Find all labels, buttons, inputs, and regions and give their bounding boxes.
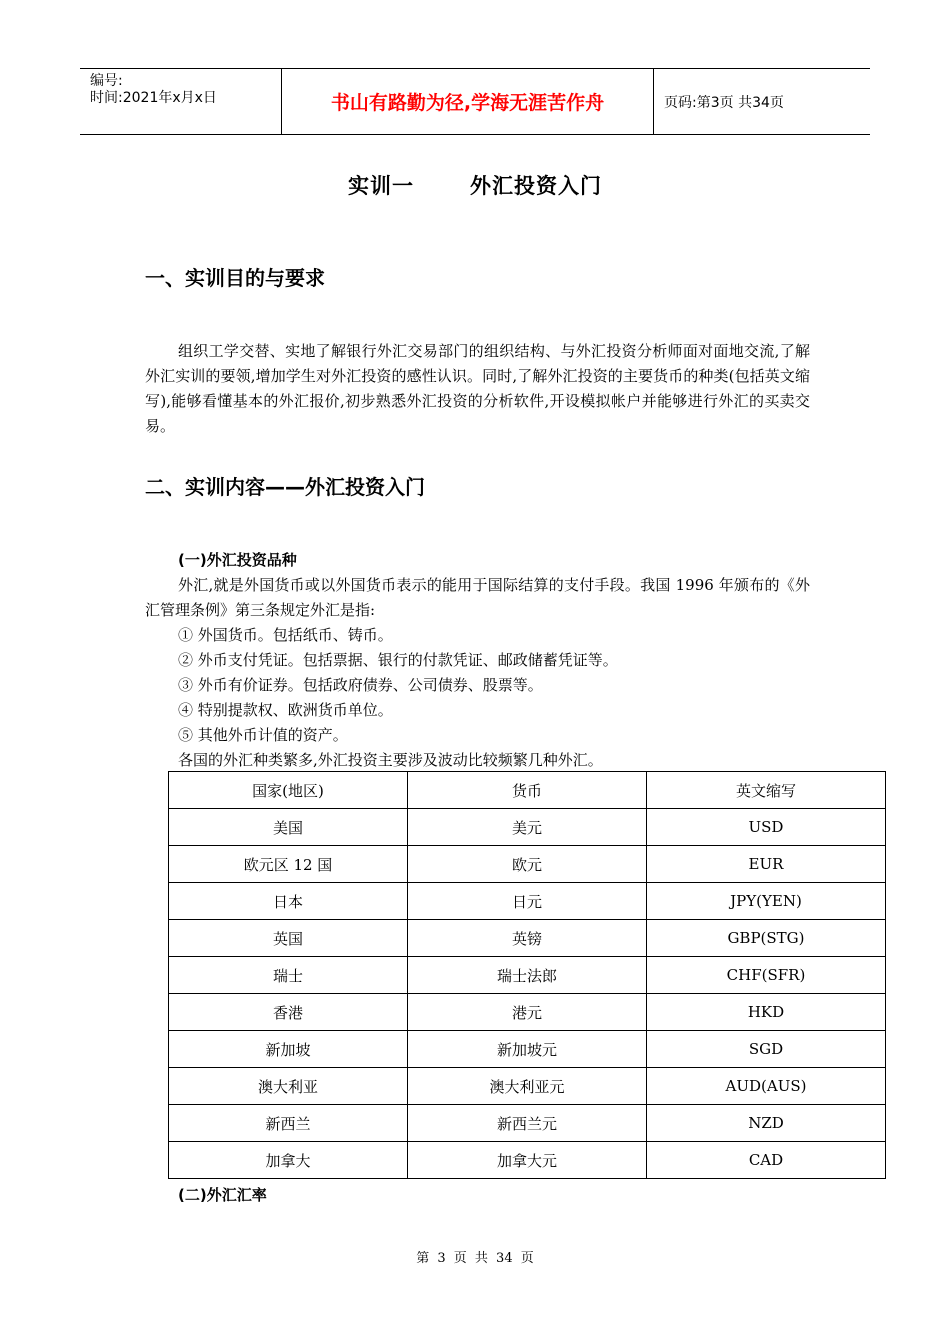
cell-abbreviation: EUR [647,846,886,883]
forex-definition-list [178,623,618,748]
cell-currency: 新西兰元 [408,1105,647,1142]
cell-currency: 加拿大元 [408,1142,647,1179]
cell-country: 日本 [169,883,408,920]
section-1-paragraph: 组织工学交替、实地了解银行外汇交易部门的组织结构、与外汇投资分析师面对面地交流,了解外汇实训的要领,增加学生对外汇投资的感性认识。同时,了解外汇投资的主要货币的种类(包括英文缩写),能够看懂基本的外汇报价,初步熟悉外汇投资的分析软件,开设模拟帐户并能够进行外汇的买卖交易。 [145,342,810,435]
cell-currency: 瑞士法郎 [408,957,647,994]
document-title [0,170,950,200]
subsection-2-heading: (二)外汇汇率 [178,1186,267,1204]
cell-abbreviation: NZD [647,1105,886,1142]
list-item: ① 外国货币。包括纸币、铸币。 [178,626,393,644]
page-header [80,68,870,135]
cell-currency: 英镑 [408,920,647,957]
cell-country: 新加坡 [169,1031,408,1068]
header-motto: 书山有路勤为径,学海无涯苦作舟 [282,69,654,134]
list-item: ⑤ 其他外币计值的资产。 [178,726,348,744]
cell-currency: 美元 [408,809,647,846]
table-row [169,1031,886,1068]
cell-abbreviation: JPY(YEN) [647,883,886,920]
cell-currency: 日元 [408,883,647,920]
cell-country: 瑞士 [169,957,408,994]
cell-country: 澳大利亚 [169,1068,408,1105]
cell-country: 英国 [169,920,408,957]
header-abbreviation: 英文缩写 [647,772,886,809]
header-page-info: 页码:第3页 共34页 [664,94,784,111]
title-part-1: 实训一 [348,174,414,198]
cell-country: 香港 [169,994,408,1031]
section-1-heading: 一、实训目的与要求 [145,266,325,290]
table-header-row [169,772,886,809]
cell-country: 欧元区 12 国 [169,846,408,883]
list-item: ④ 特别提款权、欧洲货币单位。 [178,701,393,719]
cell-country: 新西兰 [169,1105,408,1142]
cell-abbreviation: HKD [647,994,886,1031]
list-item: ③ 外币有价证券。包括政府债券、公司债券、股票等。 [178,676,543,694]
header-country: 国家(地区) [169,772,408,809]
table-intro: 各国的外汇种类繁多,外汇投资主要涉及波动比较频繁几种外汇。 [178,751,603,769]
cell-abbreviation: SGD [647,1031,886,1068]
cell-abbreviation: AUD(AUS) [647,1068,886,1105]
currency-table [168,771,886,1179]
header-meta [80,69,282,134]
table-row [169,846,886,883]
cell-country: 美国 [169,809,408,846]
cell-country: 加拿大 [169,1142,408,1179]
title-part-2: 外汇投资入门 [470,174,602,198]
table-row [169,1068,886,1105]
cell-abbreviation: GBP(STG) [647,920,886,957]
section-2-heading: 二、实训内容——外汇投资入门 [145,475,425,499]
table-row [169,883,886,920]
header-currency: 货币 [408,772,647,809]
table-row [169,920,886,957]
cell-currency: 港元 [408,994,647,1031]
cell-currency: 澳大利亚元 [408,1068,647,1105]
cell-abbreviation: CAD [647,1142,886,1179]
cell-abbreviation: USD [647,809,886,846]
table-row [169,1105,886,1142]
page-footer: 第 3 页 共 34 页 [416,1251,534,1266]
table-row [169,994,886,1031]
cell-abbreviation: CHF(SFR) [647,957,886,994]
cell-currency: 欧元 [408,846,647,883]
table-row [169,1142,886,1179]
list-item: ② 外币支付凭证。包括票据、银行的付款凭证、邮政储蓄凭证等。 [178,651,618,669]
document-time-label: 时间:2021年x月x日 [90,90,217,106]
section-2-paragraph: 外汇,就是外国货币或以外国货币表示的能用于国际结算的支付手段。我国 1996 年颁布的《外汇管理条例》第三条规定外汇是指: [145,576,810,619]
table-row [169,809,886,846]
subsection-1-heading: (一)外汇投资品种 [178,551,297,569]
cell-currency: 新加坡元 [408,1031,647,1068]
table-row [169,957,886,994]
document-number-label: 编号: [90,73,123,89]
